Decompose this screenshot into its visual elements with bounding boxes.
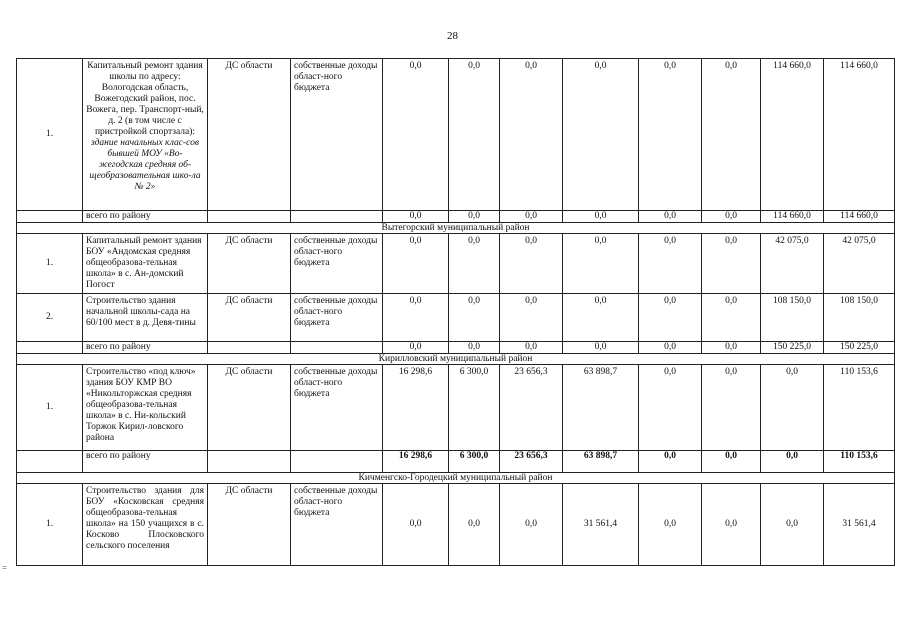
- value-cell: 42 075,0: [761, 234, 824, 294]
- total-value: 0,0: [639, 211, 702, 223]
- total-value: 23 656,3: [500, 451, 563, 473]
- value-cell: 0,0: [449, 234, 500, 294]
- object-name: Строительство «под ключ» здания БОУ КМР ВО «Никольторжская средняя общеобразова-тельная школа» в с. Ни-кольский Торжок Кирил-ловского района: [83, 365, 208, 451]
- value-cell: 0,0: [500, 234, 563, 294]
- total-value: 0,0: [449, 342, 500, 354]
- total-row: [17, 451, 895, 473]
- table-row: [17, 294, 895, 342]
- total-value: 110 153,6: [824, 451, 895, 473]
- object-name: Строительство здания для БОУ «Косковская средняя общеобразова-тельная школа» на 150 учащихся в с. Косково Плосковского сельского поселения: [83, 484, 208, 566]
- customer-cell: ДС области: [208, 365, 291, 451]
- district-header-row: [17, 473, 895, 484]
- value-cell: 31 561,4: [824, 484, 895, 566]
- value-cell: 0,0: [639, 484, 702, 566]
- value-cell: 0,0: [702, 294, 761, 342]
- total-row: [17, 342, 895, 354]
- source-cell: собственные доходы област-ного бюджета: [291, 234, 383, 294]
- total-value: 150 225,0: [761, 342, 824, 354]
- value-cell: 0,0: [639, 294, 702, 342]
- district-name: Кичменгско-Городецкий муниципальный район: [17, 473, 895, 484]
- total-value: 114 660,0: [761, 211, 824, 223]
- value-cell: 0,0: [500, 294, 563, 342]
- margin-mark: =: [2, 563, 8, 573]
- total-value: 0,0: [639, 451, 702, 473]
- row-number: 1.: [17, 59, 83, 211]
- total-value: 114 660,0: [824, 211, 895, 223]
- source-cell: собственные доходы област-ного бюджета: [291, 59, 383, 211]
- total-value: 0,0: [500, 211, 563, 223]
- value-cell: 114 660,0: [824, 59, 895, 211]
- value-cell: 16 298,6: [383, 365, 449, 451]
- object-name-extra: здание начальных клас-сов бывшей МОУ «Во-жегодская средняя об-щеобразовательная шко-ла № 2»: [89, 138, 201, 192]
- district-name: Вытегорский муниципальный район: [17, 223, 895, 234]
- value-cell: 114 660,0: [761, 59, 824, 211]
- value-cell: 31 561,4: [563, 484, 639, 566]
- total-value: 0,0: [449, 211, 500, 223]
- table-row: [17, 234, 895, 294]
- object-name: [83, 59, 208, 211]
- value-cell: 0,0: [563, 294, 639, 342]
- total-row: [17, 211, 895, 223]
- value-cell: 0,0: [383, 234, 449, 294]
- row-number: 1.: [17, 365, 83, 451]
- value-cell: 0,0: [702, 234, 761, 294]
- total-value: 0,0: [702, 342, 761, 354]
- total-value: 0,0: [563, 342, 639, 354]
- district-header-row: [17, 354, 895, 365]
- total-value: 0,0: [702, 211, 761, 223]
- total-value: 0,0: [639, 342, 702, 354]
- value-cell: 108 150,0: [824, 294, 895, 342]
- value-cell: 0,0: [639, 365, 702, 451]
- value-cell: 0,0: [563, 59, 639, 211]
- total-value: 0,0: [761, 451, 824, 473]
- total-value: 63 898,7: [563, 451, 639, 473]
- source-cell: собственные доходы област-ного бюджета: [291, 365, 383, 451]
- table-row: [17, 484, 895, 566]
- value-cell: 0,0: [449, 484, 500, 566]
- value-cell: 0,0: [449, 59, 500, 211]
- total-value: 6 300,0: [449, 451, 500, 473]
- table-row: [17, 365, 895, 451]
- row-number: 1.: [17, 484, 83, 566]
- total-value: 0,0: [383, 342, 449, 354]
- source-cell: собственные доходы област-ного бюджета: [291, 484, 383, 566]
- total-label: всего по району: [83, 342, 208, 354]
- district-name: Кирилловский муниципальный район: [17, 354, 895, 365]
- total-value: 0,0: [383, 211, 449, 223]
- value-cell: 0,0: [639, 59, 702, 211]
- table-row: [17, 59, 895, 211]
- value-cell: 110 153,6: [824, 365, 895, 451]
- page-number: 28: [447, 30, 458, 42]
- value-cell: 42 075,0: [824, 234, 895, 294]
- value-cell: 63 898,7: [563, 365, 639, 451]
- customer-cell: ДС области: [208, 484, 291, 566]
- object-name-main: Капитальный ремонт здания школы по адресу: Вологодская область, Вожегодский район, пос. Вожега, пер. Транспорт-ный, д. 2 (в том числе с пристройкой спортзала):: [86, 61, 204, 137]
- value-cell: 6 300,0: [449, 365, 500, 451]
- value-cell: 0,0: [500, 59, 563, 211]
- value-cell: 0,0: [500, 484, 563, 566]
- source-cell: собственные доходы област-ного бюджета: [291, 294, 383, 342]
- total-label: всего по району: [83, 451, 208, 473]
- value-cell: 0,0: [702, 484, 761, 566]
- value-cell: 0,0: [761, 365, 824, 451]
- value-cell: 0,0: [383, 59, 449, 211]
- total-label: всего по району: [83, 211, 208, 223]
- customer-cell: ДС области: [208, 294, 291, 342]
- total-value: 0,0: [563, 211, 639, 223]
- budget-table: [16, 58, 895, 566]
- value-cell: 0,0: [761, 484, 824, 566]
- customer-cell: ДС области: [208, 234, 291, 294]
- value-cell: 0,0: [702, 365, 761, 451]
- value-cell: 0,0: [383, 294, 449, 342]
- row-number: 2.: [17, 294, 83, 342]
- object-name: Капитальный ремонт здания БОУ «Андомская средняя общеобразова-тельная школа» в с. Ан-домский Погост: [83, 234, 208, 294]
- total-value: 0,0: [702, 451, 761, 473]
- value-cell: 0,0: [639, 234, 702, 294]
- row-number: 1.: [17, 234, 83, 294]
- value-cell: 0,0: [383, 484, 449, 566]
- district-header-row: [17, 223, 895, 234]
- value-cell: 23 656,3: [500, 365, 563, 451]
- total-value: 16 298,6: [383, 451, 449, 473]
- value-cell: 0,0: [563, 234, 639, 294]
- value-cell: 108 150,0: [761, 294, 824, 342]
- value-cell: 0,0: [702, 59, 761, 211]
- customer-cell: ДС области: [208, 59, 291, 211]
- total-value: 150 225,0: [824, 342, 895, 354]
- object-name: Строительство здания начальной школы-сада на 60/100 мест в д. Девя-тины: [83, 294, 208, 342]
- total-value: 0,0: [500, 342, 563, 354]
- value-cell: 0,0: [449, 294, 500, 342]
